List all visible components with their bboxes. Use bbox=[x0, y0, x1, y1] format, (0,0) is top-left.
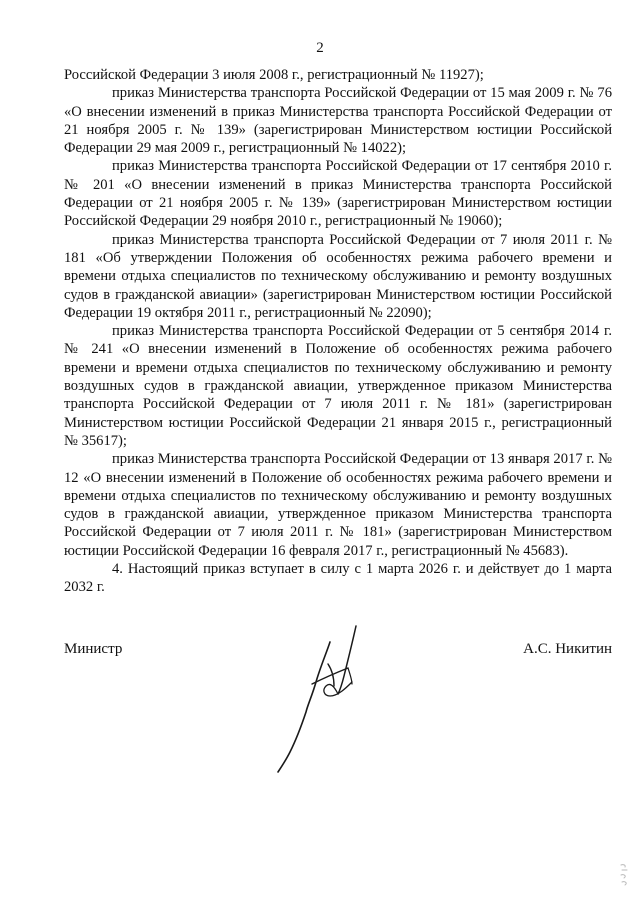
paragraph-order-2017-12: приказ Министерства транспорта Российской Федерации от 13 января 2017 г. № 12 «О внесении изменений в Положение об особенностях режима рабочего времени и времени отдыха специалистов по техническому обслуживанию и ремонту воздушных судов в гражданской авиации, утвержденное приказом Министерства транспорта Российской Федерации от 7 июля 2011 г. № 181» (зарегистрирован Министерством юстиции Российской Федерации 16 февраля 2017 г., регистрационный № 45683). bbox=[64, 451, 612, 559]
document-body bbox=[64, 66, 612, 597]
paragraph-order-2011-181: приказ Министерства транспорта Российской Федерации от 7 июля 2011 г. № 181 «Об утверждении Положения об особенностях режима рабочего времени и времени отдыха специалистов по техническому обслуживанию и ремонту воздушных судов в гражданской авиации» (зарегистрирован Министерством юстиции Российской Федерации 19 октября 2011 г., регистрационный № 22090); bbox=[64, 231, 612, 321]
paragraph-order-2014-241: приказ Министерства транспорта Российской Федерации от 5 сентября 2014 г. № 241 «О внесении изменений в Положение об особенностях режима рабочего времени и времени отдыха специалистов по техническому обслуживанию и ремонту воздушных судов в гражданской авиации, утвержденное приказом Министерства транспорта Российской Федерации от 7 июля 2011 г. № 181» (зарегистрирован Министерством юстиции Российской Федерации 21 января 2015 г., регистрационный № 35617); bbox=[64, 323, 612, 449]
paragraph-continuation: Российской Федерации 3 июля 2008 г., регистрационный № 11927); bbox=[64, 67, 484, 83]
signatory-name: А.С. Никитин bbox=[523, 641, 612, 657]
paragraph-order-2009-76: приказ Министерства транспорта Российской Федерации от 15 мая 2009 г. № 76 «О внесении изменений в приказ Министерства транспорта Российской Федерации от 21 ноября 2005 г. № 139» (зарегистрирован Министерством юстиции Российской Федерации 29 мая 2009 г., регистрационный № 14022); bbox=[64, 85, 612, 157]
handwritten-signature bbox=[268, 624, 378, 774]
paragraph-order-2010-201: приказ Министерства транспорта Российской Федерации от 17 сентября 2010 г. № 201 «О внесении изменений в приказ Министерства транспорта Российской Федерации от 21 ноября 2005 г. № 139» (зарегистрирован Министерством юстиции Российской Федерации 29 ноября 2010 г., регистрационный № 19060); bbox=[64, 158, 612, 230]
paragraph-effective-date: 4. Настоящий приказ вступает в силу с 1 марта 2026 г. и действует до 1 марта 2032 г. bbox=[64, 561, 612, 596]
page-number: 2 bbox=[316, 40, 324, 56]
signatory-title: Министр bbox=[64, 641, 123, 657]
corner-mark-icon bbox=[618, 861, 632, 887]
